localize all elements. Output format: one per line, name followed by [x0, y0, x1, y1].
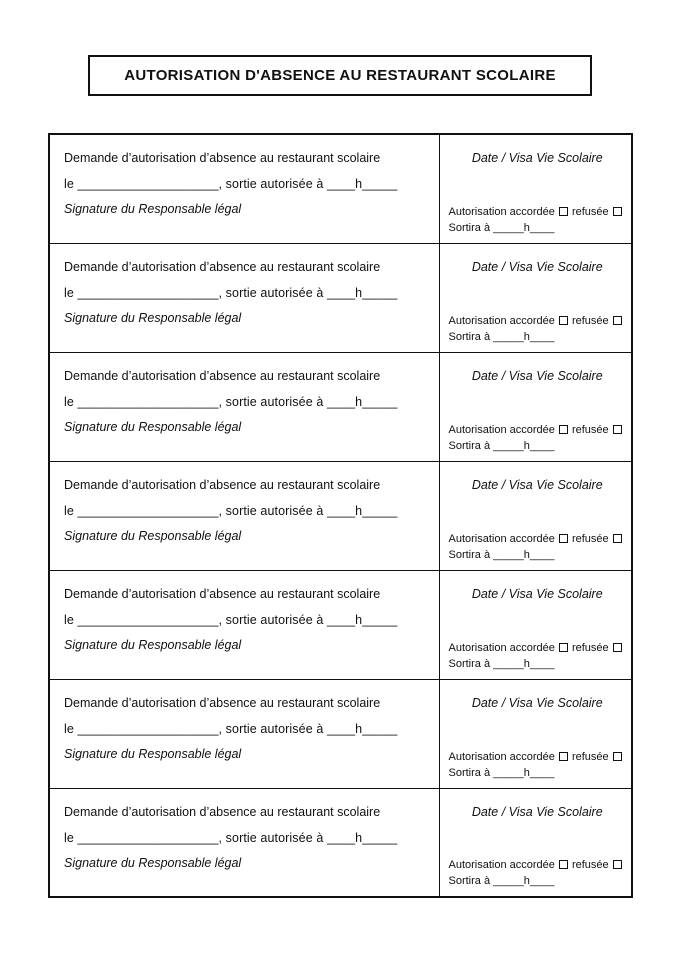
date-time-fill-line: le ____________________, sortie autorisée à ____h_____ — [64, 612, 398, 627]
request-text: Demande d’autorisation d’absence au restaurant scolaire — [64, 804, 381, 819]
request-cell — [49, 243, 439, 352]
request-text: Demande d’autorisation d’absence au restaurant scolaire — [64, 586, 381, 601]
request-text: Demande d’autorisation d’absence au restaurant scolaire — [64, 259, 381, 274]
visa-cell — [439, 788, 632, 897]
form-table-body — [49, 134, 632, 897]
authorization-slip-row — [49, 679, 632, 788]
refused-label: refusée — [571, 641, 609, 654]
request-cell — [49, 461, 439, 570]
request-text: Demande d’autorisation d’absence au restaurant scolaire — [64, 151, 381, 165]
refused-label: refusée — [571, 423, 609, 436]
granted-checkbox — [559, 207, 568, 216]
decision-line — [449, 422, 628, 438]
exit-time-fill-line: Sortira à _____h____ — [448, 875, 555, 887]
request-text: Demande d’autorisation d’absence au restaurant scolaire — [64, 695, 381, 710]
request-text: Demande d’autorisation d’absence au restaurant scolaire — [64, 368, 381, 383]
refused-label: refusée — [571, 314, 609, 327]
request-cell — [49, 352, 439, 461]
exit-time-fill-line: Sortira à _____h____ — [448, 657, 555, 670]
exit-time-fill-line: Sortira à _____h____ — [448, 330, 555, 343]
refused-checkbox — [613, 316, 622, 325]
decision-line — [449, 531, 628, 547]
decision-block — [449, 204, 628, 236]
decision-block — [449, 857, 628, 889]
visa-header: Date / Visa Vie Scolaire — [471, 259, 603, 274]
visa-header: Date / Visa Vie Scolaire — [471, 804, 603, 819]
decision-block — [449, 422, 628, 454]
refused-label: refusée — [571, 859, 609, 871]
signature-label: Signature du Responsable légal — [64, 855, 242, 870]
request-cell — [49, 679, 439, 788]
document-title-box — [88, 55, 592, 96]
visa-header: Date / Visa Vie Scolaire — [471, 151, 603, 165]
granted-checkbox — [559, 316, 568, 325]
visa-header: Date / Visa Vie Scolaire — [471, 586, 603, 601]
decision-line — [449, 313, 628, 329]
visa-header: Date / Visa Vie Scolaire — [471, 695, 603, 710]
visa-header: Date / Visa Vie Scolaire — [471, 477, 603, 492]
decision-block — [449, 531, 628, 563]
visa-cell — [439, 243, 632, 352]
granted-checkbox — [559, 752, 568, 761]
authorization-slip-row — [49, 352, 632, 461]
refused-checkbox — [613, 643, 622, 652]
exit-time-fill-line: Sortira à _____h____ — [448, 439, 555, 452]
visa-cell — [439, 570, 632, 679]
authorization-slip-row — [49, 788, 632, 897]
visa-cell — [439, 352, 632, 461]
granted-label: Autorisation accordée — [448, 532, 555, 545]
refused-checkbox — [613, 425, 622, 434]
authorization-slip-row — [49, 570, 632, 679]
signature-label: Signature du Responsable légal — [64, 746, 242, 761]
granted-checkbox — [559, 425, 568, 434]
granted-label: Autorisation accordée — [448, 750, 555, 763]
signature-label: Signature du Responsable légal — [64, 637, 242, 652]
signature-label: Signature du Responsable légal — [64, 202, 242, 216]
granted-label: Autorisation accordée — [448, 314, 555, 327]
decision-block — [449, 640, 628, 672]
request-cell — [49, 134, 439, 243]
granted-checkbox — [559, 534, 568, 543]
refused-checkbox — [613, 534, 622, 543]
request-cell — [49, 788, 439, 897]
decision-line — [449, 204, 628, 220]
refused-checkbox — [613, 207, 622, 216]
decision-block — [449, 749, 628, 781]
date-time-fill-line: le ____________________, sortie autorisée à ____h_____ — [64, 285, 398, 300]
request-cell — [49, 570, 439, 679]
signature-label: Signature du Responsable légal — [64, 528, 242, 543]
authorization-slip-row — [49, 134, 632, 243]
exit-time-fill-line: Sortira à _____h____ — [448, 766, 555, 779]
decision-line — [449, 640, 628, 656]
signature-label: Signature du Responsable légal — [64, 310, 242, 325]
exit-time-fill-line: Sortira à _____h____ — [448, 221, 555, 234]
absence-form-table — [48, 133, 633, 898]
granted-label: Autorisation accordée — [448, 859, 555, 871]
date-time-fill-line: le ____________________, sortie autorisée à ____h_____ — [64, 394, 398, 409]
refused-label: refusée — [571, 532, 609, 545]
granted-label: Autorisation accordée — [448, 423, 555, 436]
refused-checkbox — [613, 752, 622, 761]
request-text: Demande d’autorisation d’absence au restaurant scolaire — [64, 477, 381, 492]
granted-label: Autorisation accordée — [448, 205, 555, 218]
granted-checkbox — [559, 643, 568, 652]
date-time-fill-line: le ____________________, sortie autorisée à ____h_____ — [64, 503, 398, 518]
visa-header: Date / Visa Vie Scolaire — [471, 368, 603, 383]
exit-time-fill-line: Sortira à _____h____ — [448, 548, 555, 561]
granted-label: Autorisation accordée — [448, 641, 555, 654]
date-time-fill-line: le ____________________, sortie autorisée à ____h_____ — [64, 830, 398, 845]
granted-checkbox — [559, 860, 568, 869]
signature-label: Signature du Responsable légal — [64, 419, 242, 434]
date-time-fill-line: le ____________________, sortie autorisée à ____h_____ — [64, 721, 398, 736]
decision-block — [449, 313, 628, 345]
authorization-slip-row — [49, 461, 632, 570]
visa-cell — [439, 679, 632, 788]
decision-line — [449, 857, 628, 873]
date-time-fill-line: le ____________________, sortie autorisée à ____h_____ — [64, 177, 398, 191]
authorization-slip-row — [49, 243, 632, 352]
visa-cell — [439, 134, 632, 243]
refused-label: refusée — [571, 750, 609, 763]
document-title: AUTORISATION D'ABSENCE AU RESTAURANT SCOLAIRE — [124, 67, 556, 84]
refused-label: refusée — [571, 205, 609, 218]
decision-line — [449, 749, 628, 765]
refused-checkbox — [613, 860, 622, 869]
visa-cell — [439, 461, 632, 570]
